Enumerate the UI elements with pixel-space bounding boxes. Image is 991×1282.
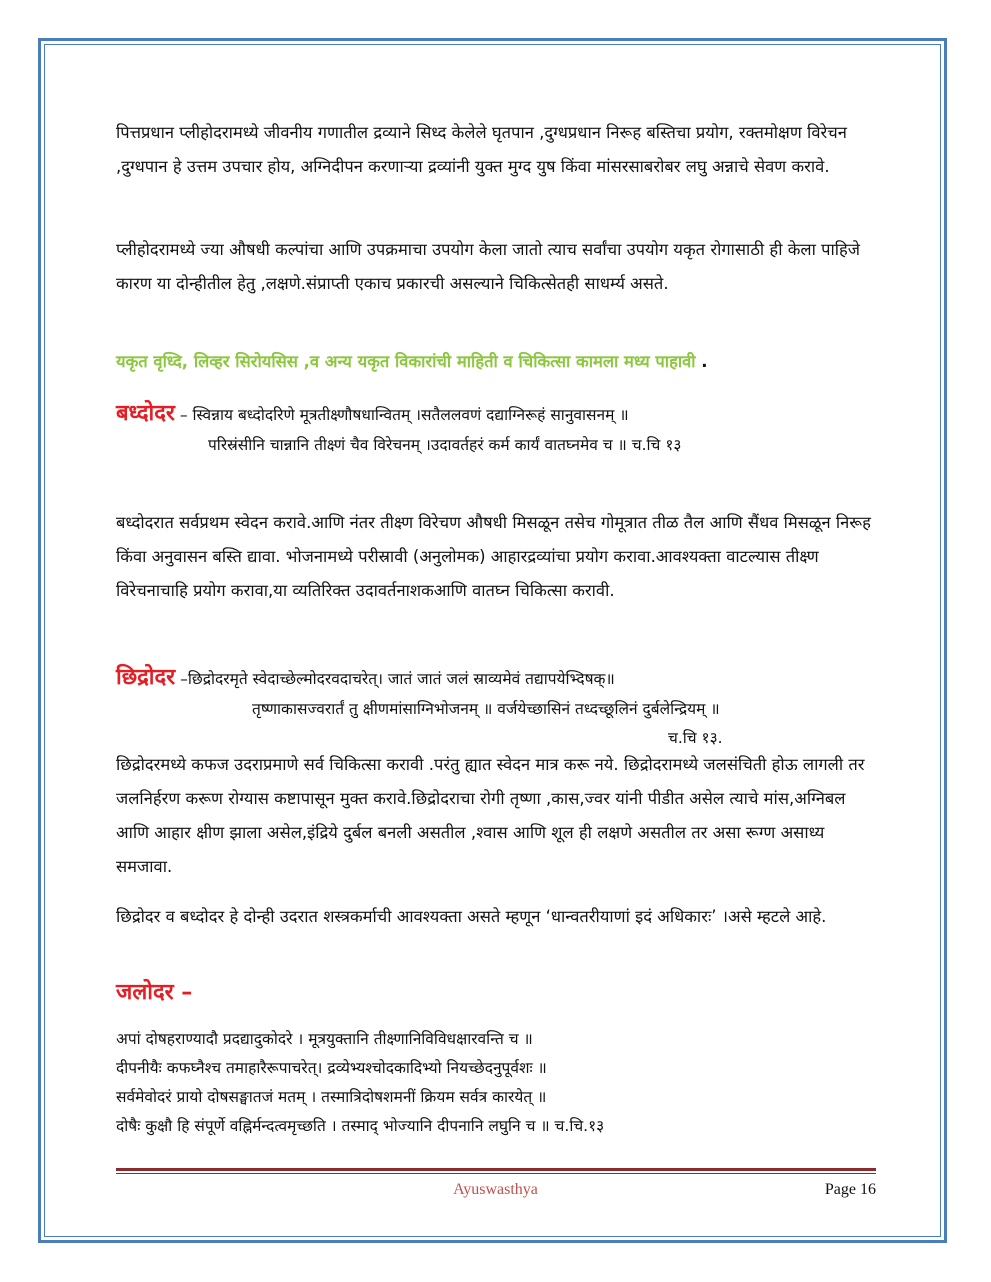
baddhodar-line-1: स्विन्नाय बध्दोदरिणे मूत्रतीक्ष्णौषधान्वितम् ।सतैललवणं दद्याग्निरूहं सानुवासनम् ॥ — [192, 406, 629, 424]
footer-rule-thick — [116, 1168, 876, 1171]
footer-title: Ayuswasthya — [453, 1181, 538, 1198]
jalodar-verse-line-3: सर्वमेवोदरं प्रायो दोषसङ्घातजं मतम् । तस्मात्रिदोषशमनीं क्रियम सर्वत्र कारयेत् ॥ — [116, 1088, 547, 1106]
jalodar-verse-line-1: अपां दोषहराण्यादौ प्रदद्यादुकोदरे । मूत्रयुक्तानि तीक्ष्णानिविविधक्षारवन्ति च ॥ — [116, 1030, 533, 1048]
paragraph-shastrakarma: छिद्रोदर व बध्दोदर हे दोन्ही उदरात शस्त्रकर्माची आवश्यक्ता असते म्हणून ‘धान्वतरीयाणां इदं अधिकारः’ ।असे म्हटले आहे. — [116, 907, 827, 926]
note-yakrut — [116, 347, 876, 377]
paragraph-pittapradhan: पित्तप्रधान प्लीहोदरामध्ये जीवनीय गणातील द्रव्याने सिध्द केलेले घृतपान ,दुग्धप्रधान निरूह बस्तिचा प्रयोग, रक्तमोक्षण विरेचन ,दुग्धपान हे उत्तम उपचार होय, अग्निदीपन करणाऱ्या द्रव्यांनी युक्त मुग्द युष किंवा मांसरसाबरोबर लघु अन्नाचे सेवण करावे. — [116, 123, 847, 176]
jalodar-heading-row — [116, 976, 876, 1006]
section-baddhodar — [116, 398, 876, 460]
chhidrodar-verse-ref: च.चि १३. — [668, 729, 723, 747]
baddhodar-verse-line-1 — [116, 398, 876, 431]
jalodar-heading: जलोदर — [116, 980, 174, 1005]
chhidrodar-dash: – — [175, 670, 188, 688]
chhidrodar-verse-line-1 — [116, 662, 876, 695]
note-yakrut-text: यकृत वृध्दि, लिव्हर सिरोयसिस ,व अन्य यकृत विकारांची माहिती व चिकित्सा कामला मध्य पाहावी — [116, 352, 696, 371]
footer-page-number: Page 16 — [824, 1181, 876, 1198]
chhidrodar-verse-line-2: तृष्णाकासज्वरार्तं तु क्षीणमांसाग्निभोजनम् ॥ वर्जयेच्छासिनं तध्दच्छूलिनं दुर्बलेन्द्रियम् ॥ — [252, 700, 720, 718]
baddhodar-heading: बध्दोदर — [116, 401, 175, 426]
chhidrodar-heading: छिद्रोदर — [116, 665, 176, 690]
paragraph-plihodar: प्लीहोदरामध्ये ज्या औषधी कल्पांचा आणि उपक्रमाचा उपयोग केला जातो त्याच सर्वांचा उपयोग यकृत रोगासाठी ही केला पाहिजे कारण या दोन्हीतील हेतु ,लक्षणे.संप्राप्ती एकाच प्रकारची असल्याने चिकित्सेतही साधर्म्य असते. — [116, 240, 861, 293]
section-jalodar-verses — [116, 1025, 876, 1141]
footer-rule-thin — [116, 1173, 876, 1174]
jalodar-dash: – — [173, 980, 193, 1005]
note-yakrut-end: . — [695, 352, 708, 371]
section-chhidrodar — [116, 662, 876, 753]
paragraph-baddhodar-treatment: बध्दोदरात सर्वप्रथम स्वेदन करावे.आणि नंतर तीक्ष्ण विरेचण औषधी मिसळून तसेच गोमूत्रात तीळ तैल आणि सैंधव मिसळून निरूह किंवा अनुवासन बस्ति द्यावा. भोजनामध्ये परीस्रावी (अनुलोमक) आहारद्रव्यांचा प्रयोग करावा.आवश्यक्ता वाटल्यास तीक्ष्ण विरेचनाचाहि प्रयोग करावा,या व्यतिरिक्त उदावर्तनाशकआणि वातघ्न चिकित्सा करावी. — [116, 513, 871, 600]
baddhodar-dash: – — [174, 406, 193, 424]
paragraph-chhidrodar-treatment: छिद्रोदरमध्ये कफज उदराप्रमाणे सर्व चिकित्सा करावी .परंतु ह्यात स्वेदन मात्र करू नये. छिद्रोदरामध्ये जलसंचिती होऊ लागली तर जलनिर्हरण करूण रोग्यास कष्टापासून मुक्त करावे.छिद्रोदराचा रोगी तृष्णा ,कास,ज्वर यांनी पीडीत असेल त्याचे मांस,अग्निबल आणि आहार क्षीण झाला असेल,इंद्रिये दुर्बल बनली असतील ,श्वास आणि शूल ही लक्षणे असतील तर असा रूग्ण असाध्य समजावा. — [116, 755, 865, 876]
baddhodar-verse-line-2: परिस्रंसीनि चान्नानि तीक्ष्णं चैव विरेचनम् ।उदावर्तहरं कर्म कार्यं वातघ्नमेव च ॥ च.चि १३ — [208, 436, 682, 454]
jalodar-verse-line-4: दोषैः कुक्षौ हि संपूर्णे वह्निर्मन्दत्वमृच्छति । तस्माद् भोज्यानि दीपनानि लघुनि च ॥ च.चि.१३ — [116, 1117, 605, 1135]
chhidrodar-line-1: छिद्रोदरमृते स्वेदाच्छेल्मोदरवदाचरेत्। जातं जातं जलं स्राव्यमेवं तद्यापयेभ्दिषक्॥ — [187, 670, 615, 688]
jalodar-verse-line-2: दीपनीयैः कफघ्नैश्च तमाहारैरूपाचरेत्। द्रव्येभ्यश्चोदकादिभ्यो नियच्छेदनुपूर्वशः ॥ — [116, 1059, 547, 1077]
